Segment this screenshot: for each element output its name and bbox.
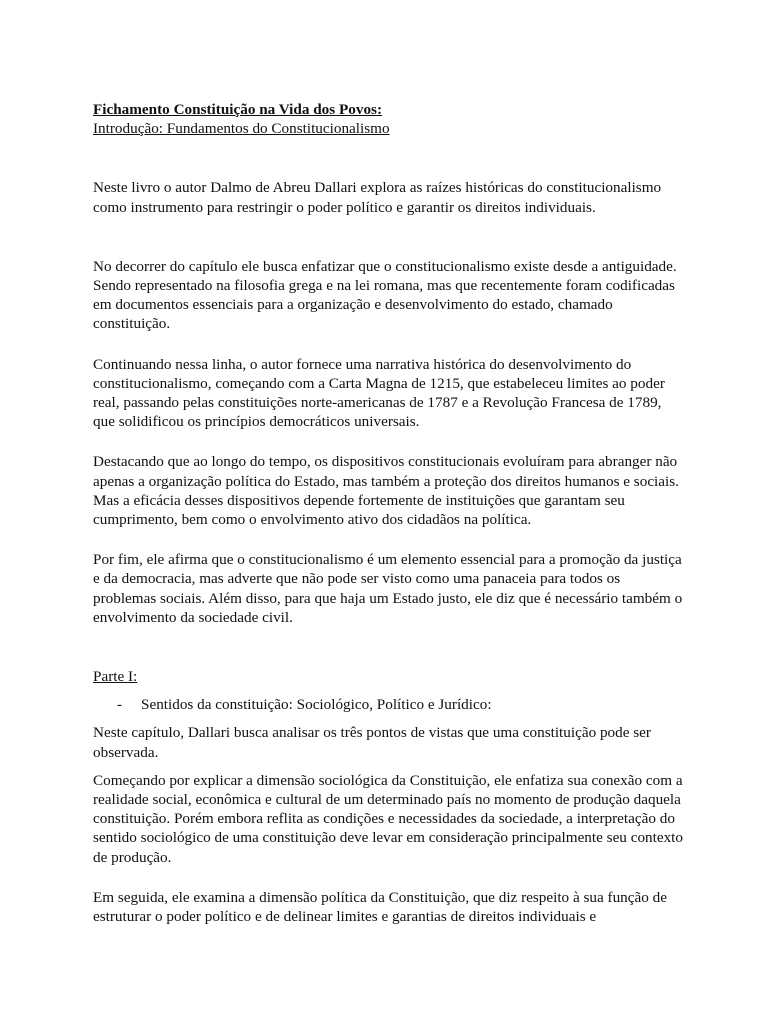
paragraph-intro-3: Continuando nessa linha, o autor fornece uma narrativa histórica do desenvolvimento do constitucionalismo, começando com a Carta Magna de 1215, que estabeleceu limites ao poder real, passando pelas constituições norte-americanas de 1787 e a Revolução Francesa de 1789, que solidificou os princípios democráticos universais.: [93, 355, 665, 431]
paragraph-part1-2: Começando por explicar a dimensão sociológica da Constituição, ele enfatiza sua conexão com a realidade social, econômica e cultural de um determinado país no momento de produção daquela constituição. Porém embora reflita as condições e necessidades da sociedade, a interpretação do sentido sociológico de uma constituição deve levar em consideração principalmente seu contexto de produção.: [93, 771, 683, 866]
section-subtitle: Introdução: Fundamentos do Constitucionalismo: [93, 120, 390, 138]
paragraph-part1-3: Em seguida, ele examina a dimensão política da Constituição, que diz respeito à sua função de estruturar o poder político e de delinear limites e garantias de direitos individuais e: [93, 888, 667, 926]
paragraph-intro-4: Destacando que ao longo do tempo, os dispositivos constitucionais evoluíram para abranger não apenas a organização política do Estado, mas também a proteção dos direitos humanos e sociais. Mas a eficácia desses dispositivos depende fortemente de instituições que garantam seu cumprimento, bem como o envolvimento ativo dos cidadãos na política.: [93, 453, 679, 529]
bullet-item: [93, 695, 683, 714]
paragraph-intro-1: Neste livro o autor Dalmo de Abreu Dallari explora as raízes históricas do constitucionalismo como instrumento para restringir o poder político e garantir os direitos individuais.: [93, 179, 662, 216]
bullet-dash: -: [117, 696, 123, 714]
part-heading: Parte I:: [93, 668, 138, 686]
document-title: Fichamento Constituição na Vida dos Povos:: [93, 101, 383, 118]
paragraph-intro-5: Por fim, ele afirma que o constitucionalismo é um elemento essencial para a promoção da justiça e da democracia, mas adverte que não pode ser visto como uma panaceia para todos os problemas sociais. Além disso, para que haja um Estado justo, ele diz que é necessário também o envolvimento da sociedade civil.: [93, 551, 683, 626]
paragraph-intro-2: No decorrer do capítulo ele busca enfatizar que o constitucionalismo existe desde a antiguidade. Sendo representado na filosofia grega e na lei romana, mas que recentemente foram codificadas em documentos essenciais para a organização e desenvolvimento do estado, chamado constituição.: [93, 257, 677, 333]
paragraph-part1-1: Neste capítulo, Dallari busca analisar os três pontos de vistas que uma constituição pode ser observada.: [93, 724, 651, 761]
bullet-text: Sentidos da constituição: Sociológico, Político e Jurídico:: [141, 696, 492, 714]
document-body: [93, 100, 683, 926]
